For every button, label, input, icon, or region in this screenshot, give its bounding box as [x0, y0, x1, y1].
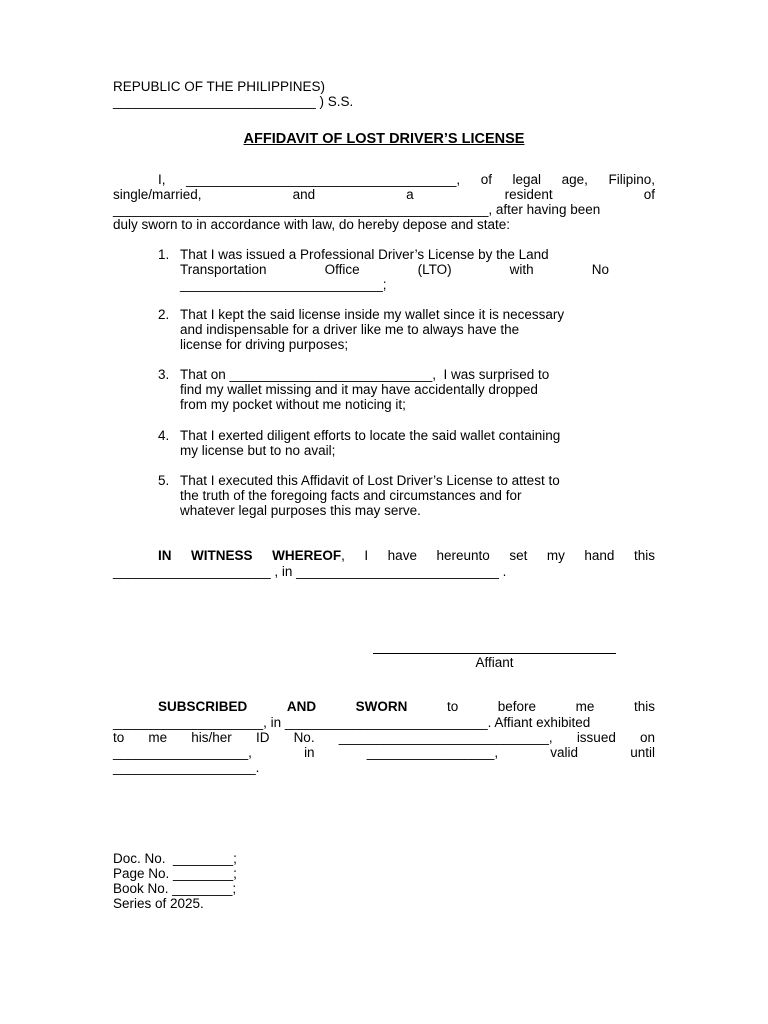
- item-4-line-1: That I exerted diligent efforts to locate the said wallet containing: [180, 428, 561, 443]
- jurat-word: before: [497, 699, 537, 714]
- item-3-line-1: That on ___________________________, I was surprised to: [180, 367, 550, 382]
- witness-word: have: [387, 548, 417, 563]
- doc-no: Doc. No. ________;: [113, 851, 237, 866]
- witness-word: set: [509, 548, 528, 563]
- jurat-word: in: [304, 745, 315, 760]
- item-number: 4.: [158, 428, 170, 443]
- jurat-line-3: [113, 730, 655, 745]
- intro-line-1: [158, 172, 655, 187]
- item-number: 1.: [158, 247, 170, 262]
- item-1-line-2: [180, 262, 609, 277]
- jurat-word: valid: [550, 745, 579, 760]
- place-blank: _________________,: [366, 745, 499, 760]
- jurat-line-5: ___________________.: [113, 760, 260, 775]
- item-word: (LTO): [417, 262, 452, 277]
- item-word: Office: [324, 262, 360, 277]
- item-2-line-2: and indispensable for a driver like me to always have the: [180, 322, 520, 337]
- witness-line-1: [158, 548, 655, 563]
- jurat-word: this: [633, 699, 655, 714]
- intro-word: and: [292, 187, 316, 202]
- id-blank: ____________________________,: [338, 730, 553, 745]
- jurat-word: to: [113, 730, 125, 745]
- intro-word: Filipino,: [608, 172, 655, 187]
- jurat-bold: AND: [286, 699, 317, 714]
- jurat-bold: SUBSCRIBED: [158, 699, 248, 714]
- intro-line-4: duly sworn to in accordance with law, do hereby depose and state:: [113, 217, 510, 232]
- item-word: Transportation: [180, 262, 267, 277]
- jurat-word: to: [446, 699, 459, 714]
- jurat-word: No.: [293, 730, 315, 745]
- intro-word: legal: [512, 172, 542, 187]
- affiant-label: Affiant: [475, 655, 514, 670]
- item-1-line-3: ___________________________;: [180, 277, 387, 292]
- item-2-line-3: license for driving purposes;: [180, 337, 349, 352]
- ss-line: ___________________________ ) S.S.: [113, 94, 354, 109]
- item-3-line-3: from my pocket without me noticing it;: [180, 397, 406, 412]
- jurat-word: his/her: [191, 730, 232, 745]
- jurat-word: issued: [576, 730, 616, 745]
- item-2-line-1: That I kept the said license inside my wallet since it is necessary: [180, 307, 565, 322]
- page-no: Page No. ________;: [113, 866, 237, 881]
- witness-bold: WITNESS: [191, 548, 253, 563]
- series: Series of 2025.: [113, 896, 204, 911]
- republic-line: REPUBLIC OF THE PHILIPPINES): [113, 79, 326, 94]
- intro-word: resident: [504, 187, 553, 202]
- document-title: AFFIDAVIT OF LOST DRIVER’S LICENSE: [243, 131, 525, 147]
- witness-word: this: [633, 548, 655, 563]
- intro-line-2: [113, 187, 655, 202]
- intro-word: I,: [158, 172, 166, 187]
- signature-line: [373, 653, 616, 654]
- intro-word: age,: [561, 172, 588, 187]
- witness-bold-end: WHEREOF,: [272, 548, 345, 563]
- jurat-word: until: [630, 745, 655, 760]
- jurat-word: me: [575, 699, 595, 714]
- intro-word: single/married,: [113, 187, 202, 202]
- item-5-line-2: the truth of the foregoing facts and circumstances and for: [180, 488, 522, 503]
- item-word: with: [509, 262, 534, 277]
- item-5-line-1: That I executed this Affidavit of Lost Driver’s License to attest to: [180, 473, 560, 488]
- jurat-bold: SWORN: [355, 699, 408, 714]
- item-word: No: [591, 262, 609, 277]
- item-3-line-2: find my wallet missing and it may have accidentally dropped: [180, 382, 538, 397]
- witness-word: I: [364, 548, 369, 563]
- book-no: Book No. ________;: [113, 881, 237, 896]
- date-blank: __________________,: [113, 745, 252, 760]
- intro-line-3: __________________________________________________, after having been: [113, 202, 601, 217]
- witness-line-2: _____________________ , in ___________________________ .: [113, 564, 507, 579]
- item-number: 3.: [158, 367, 170, 382]
- witness-word: hereunto: [436, 548, 490, 563]
- intro-word: of: [643, 187, 655, 202]
- witness-word: hand: [584, 548, 615, 563]
- intro-word: of: [480, 172, 492, 187]
- jurat-line-4: [113, 745, 655, 760]
- jurat-word: ID: [255, 730, 270, 745]
- intro-word: a: [406, 187, 414, 202]
- witness-bold: IN: [158, 548, 172, 563]
- jurat-word: on: [639, 730, 655, 745]
- item-number: 2.: [158, 307, 170, 322]
- witness-word: my: [546, 548, 565, 563]
- item-number: 5.: [158, 473, 170, 488]
- jurat-line-2: ____________________, in ___________________________. Affiant exhibited: [113, 715, 591, 730]
- item-5-line-3: whatever legal purposes this may serve.: [180, 503, 421, 518]
- jurat-word: me: [148, 730, 168, 745]
- item-4-line-2: my license but to no avail;: [180, 443, 336, 458]
- item-1-line-1: That I was issued a Professional Driver’s License by the Land: [180, 247, 549, 262]
- jurat-line-1: [158, 699, 655, 714]
- name-blank: ____________________________________,: [186, 172, 461, 187]
